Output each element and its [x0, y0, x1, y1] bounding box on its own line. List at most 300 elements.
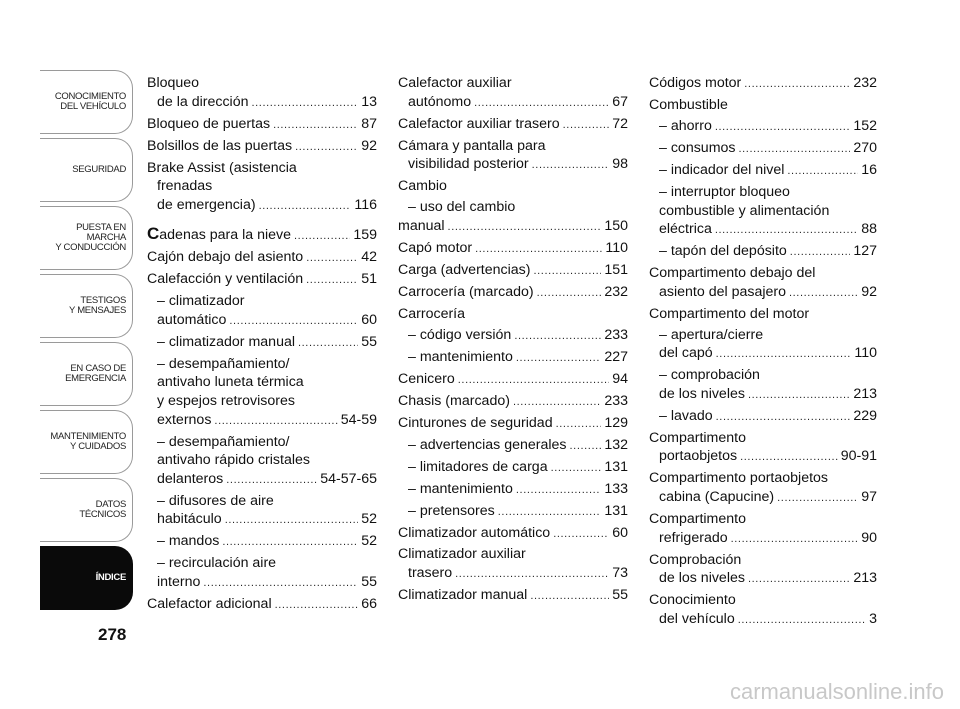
- page-ref[interactable]: 213: [853, 385, 877, 402]
- watermark: carmanualsonline.info: [729, 679, 944, 704]
- dot-leader: [740, 448, 838, 467]
- page-ref[interactable]: 98: [612, 156, 628, 173]
- dot-leader: [306, 271, 358, 290]
- index-line: [649, 569, 877, 589]
- index-term: de la dirección: [157, 93, 249, 110]
- index-term: Cámara y pantalla para: [398, 137, 546, 154]
- index-entry: [398, 436, 628, 456]
- index-entry: [649, 429, 877, 467]
- tab-puesta-en-marcha[interactable]: PUESTA EN MARCHA Y CONDUCCIÓN: [40, 206, 133, 270]
- index-line: [398, 115, 628, 135]
- index-term: Compartimento del motor: [649, 305, 810, 322]
- index-line: [147, 225, 377, 246]
- index-entry: [649, 591, 877, 629]
- dot-leader: [553, 525, 609, 544]
- index-line: [649, 529, 877, 549]
- index-column-2: [398, 74, 628, 608]
- index-line: [398, 74, 628, 93]
- index-entry: [649, 96, 877, 115]
- index-term: – interruptor bloqueo: [659, 183, 790, 200]
- index-term: – lavado: [659, 407, 713, 424]
- index-line: [649, 610, 877, 630]
- index-line: [398, 458, 628, 478]
- page-ref[interactable]: 60: [361, 311, 377, 328]
- index-entry: [649, 264, 877, 302]
- index-entry: [147, 554, 377, 592]
- index-line: [649, 510, 877, 529]
- index-line: [649, 117, 877, 137]
- index-entry: [147, 248, 377, 268]
- index-line: [147, 74, 377, 93]
- index-term: – climatizador manual: [157, 333, 295, 350]
- index-line: [649, 591, 877, 610]
- page-ref[interactable]: 131: [604, 458, 628, 475]
- index-entry: [147, 433, 377, 490]
- index-entry: [398, 74, 628, 112]
- dot-leader: [715, 221, 858, 240]
- page-ref[interactable]: 129: [604, 414, 628, 431]
- index-entry: [649, 242, 877, 262]
- index-entry: [147, 292, 377, 330]
- index-entry: [147, 159, 377, 216]
- index-entry: [398, 137, 628, 175]
- index-line: [147, 595, 377, 615]
- index-term: eléctrica: [659, 221, 712, 238]
- page-ref[interactable]: 227: [604, 348, 628, 365]
- index-term: de los niveles: [659, 385, 745, 402]
- index-entry: [398, 326, 628, 346]
- page-ref[interactable]: 232: [853, 75, 877, 91]
- index-term: de los niveles: [659, 570, 745, 587]
- index-term: Climatizador auxiliar: [398, 546, 526, 563]
- dot-leader: [298, 334, 358, 353]
- dot-leader: [458, 371, 609, 390]
- index-line: [147, 115, 377, 135]
- index-entry: [147, 137, 377, 157]
- index-term: Bloqueo: [147, 75, 200, 91]
- page-ref[interactable]: 66: [361, 595, 377, 612]
- index-term: Compartimento portaobjetos: [649, 470, 829, 487]
- index-entry: [147, 270, 377, 290]
- dot-leader: [738, 611, 866, 630]
- index-line: [147, 270, 377, 290]
- page-ref[interactable]: 88: [861, 221, 877, 238]
- page-ref[interactable]: 110: [605, 239, 628, 256]
- index-line: [649, 220, 877, 240]
- index-entry: [649, 183, 877, 240]
- index-line: [147, 392, 377, 411]
- tab-conocimiento[interactable]: CONOCIMIENTO DEL VEHÍCULO: [40, 70, 133, 134]
- index-term: Conocimiento: [649, 592, 736, 609]
- page-ref[interactable]: 54-59: [340, 411, 377, 428]
- index-term: – recirculación aire: [157, 555, 277, 572]
- index-term: Compartimento: [649, 510, 746, 527]
- index-term: Capó motor: [398, 239, 473, 256]
- page-ref[interactable]: 87: [361, 115, 377, 132]
- index-line: [649, 96, 877, 115]
- tab-mantenimiento[interactable]: MANTENIMIENTO Y CUIDADOS: [40, 410, 133, 474]
- dot-leader: [475, 240, 602, 259]
- index-term: delanteros: [157, 470, 224, 487]
- index-term: portaobjetos: [659, 448, 738, 465]
- index-entry: [398, 586, 628, 606]
- index-term: – indicador del nivel: [659, 161, 785, 178]
- index-line: [147, 433, 377, 452]
- index-line: [147, 492, 377, 511]
- index-line: [398, 261, 628, 281]
- index-entry: [398, 198, 628, 236]
- index-entry: [398, 239, 628, 259]
- index-entry: [398, 177, 628, 196]
- index-entry: [649, 161, 877, 181]
- index-term: Cambio: [398, 178, 447, 195]
- index-term: Cajón debajo del asiento: [147, 249, 304, 266]
- index-entry: [398, 502, 628, 522]
- index-term: – apertura/cierre: [659, 326, 764, 343]
- index-term: antivaho rápido cristales: [157, 452, 310, 469]
- index-term: – limitadores de carga: [408, 458, 548, 475]
- index-line: [649, 407, 877, 427]
- dot-leader: [225, 511, 359, 530]
- dot-leader: [214, 412, 337, 431]
- page-ref[interactable]: 92: [861, 283, 877, 300]
- index-line: [398, 586, 628, 606]
- index-entry: [398, 392, 628, 412]
- dot-leader: [530, 587, 609, 606]
- index-line: [649, 326, 877, 345]
- dot-leader: [715, 118, 850, 137]
- dot-leader: [748, 570, 850, 589]
- index-line: [398, 392, 628, 412]
- index-term: automático: [157, 311, 227, 328]
- index-entry: [398, 348, 628, 368]
- index-term: de emergencia): [157, 196, 256, 213]
- index-line: [649, 74, 877, 94]
- page-ref[interactable]: 131: [604, 502, 628, 519]
- index-line: [649, 264, 877, 283]
- index-entry: [147, 492, 377, 530]
- dot-leader: [259, 197, 352, 216]
- index-line: [398, 524, 628, 544]
- index-line: [147, 355, 377, 374]
- index-term: – desempañamiento/: [157, 433, 290, 450]
- index-column-1: [147, 74, 377, 617]
- index-term: Códigos motor: [649, 75, 742, 91]
- index-term: – advertencias generales: [408, 436, 567, 453]
- dot-leader: [516, 481, 601, 500]
- dot-leader: [222, 533, 358, 552]
- index-term: habitáculo: [157, 511, 222, 528]
- index-entry: [649, 74, 877, 94]
- index-entry: [649, 117, 877, 137]
- dot-leader: [306, 249, 358, 268]
- dot-leader: [789, 284, 858, 303]
- index-term: del capó: [659, 345, 713, 362]
- index-term: externos: [157, 411, 212, 428]
- index-term: Compartimento: [649, 429, 746, 446]
- index-term: cabina (Capucine): [659, 488, 775, 505]
- index-term: – desempañamiento/: [157, 355, 290, 372]
- dot-leader: [556, 415, 602, 434]
- page-ref[interactable]: 110: [854, 345, 877, 362]
- index-entry: [147, 225, 377, 246]
- index-entry: [147, 115, 377, 135]
- index-term: – uso del cambio: [408, 199, 516, 216]
- index-term: Calefactor auxiliar: [398, 75, 512, 91]
- index-term: – mandos: [157, 533, 220, 550]
- index-line: [147, 573, 377, 593]
- dot-leader: [537, 284, 602, 303]
- dot-leader: [551, 459, 602, 478]
- dot-leader: [790, 243, 851, 262]
- index-line: [147, 470, 377, 490]
- dot-leader: [455, 565, 609, 584]
- index-line: [147, 411, 377, 431]
- dot-leader: [203, 574, 358, 593]
- index-line: [398, 348, 628, 368]
- index-term: Calefacción y ventilación: [147, 271, 304, 288]
- index-term: autónomo: [408, 93, 472, 110]
- page-ref[interactable]: 16: [861, 161, 877, 178]
- index-term: asiento del pasajero: [659, 283, 786, 300]
- page-ref[interactable]: 233: [604, 392, 628, 409]
- index-term: Chasis (marcado): [398, 392, 510, 409]
- tab-seguridad[interactable]: SEGURIDAD: [40, 138, 133, 202]
- index-term: frenadas: [157, 178, 213, 195]
- page-ref[interactable]: 54-57-65: [320, 470, 377, 487]
- page-ref[interactable]: 90: [861, 529, 877, 546]
- index-entry: [147, 74, 377, 112]
- dot-leader: [563, 116, 610, 135]
- index-line: [649, 429, 877, 448]
- page-ref[interactable]: 132: [604, 436, 628, 453]
- index-term: Climatizador automático: [398, 524, 551, 541]
- index-line: [147, 451, 377, 470]
- index-term: – difusores de aire: [157, 492, 274, 509]
- index-line: [649, 139, 877, 159]
- page-ref[interactable]: 55: [361, 573, 377, 590]
- index-term: combustible y alimentación: [659, 202, 830, 219]
- index-line: [398, 502, 628, 522]
- index-term: – climatizador: [157, 293, 245, 310]
- index-term: visibilidad posterior: [408, 156, 529, 173]
- index-line: [398, 436, 628, 456]
- index-line: [649, 161, 877, 181]
- index-term: manual: [398, 217, 445, 234]
- page-ref[interactable]: 60: [612, 524, 628, 541]
- index-entry: [649, 469, 877, 507]
- page-ref[interactable]: 51: [361, 271, 377, 288]
- page-ref[interactable]: 55: [361, 333, 377, 350]
- index-line: [398, 239, 628, 259]
- index-term-rest: adenas para la nieve: [159, 227, 292, 244]
- index-column-3: [649, 74, 877, 632]
- index-term: Carrocería (marcado): [398, 283, 534, 300]
- index-entry: [649, 305, 877, 324]
- dot-leader: [570, 437, 602, 456]
- page-ref[interactable]: 94: [612, 370, 628, 387]
- index-line: [398, 305, 628, 324]
- dot-leader: [532, 156, 610, 175]
- index-line: [649, 447, 877, 467]
- index-entry: [649, 366, 877, 404]
- index-term: Cinturones de seguridad: [398, 414, 553, 431]
- dot-leader: [513, 393, 601, 412]
- tab-emergencia[interactable]: EN CASO DE EMERGENCIA: [40, 342, 133, 406]
- page-ref[interactable]: 92: [361, 137, 377, 154]
- index-line: [147, 333, 377, 353]
- index-line: [398, 137, 628, 156]
- index-line: [398, 480, 628, 500]
- tab-datos-tecnicos[interactable]: DATOS TÉCNICOS: [40, 478, 133, 542]
- index-term: refrigerado: [659, 529, 728, 546]
- dot-leader: [744, 75, 850, 94]
- page-ref[interactable]: 116: [354, 196, 377, 213]
- index-line: [398, 93, 628, 113]
- index-line: [398, 177, 628, 196]
- index-line: [147, 177, 377, 196]
- page-ref[interactable]: 3: [869, 610, 877, 627]
- index-line: [649, 305, 877, 324]
- page-ref[interactable]: 159: [353, 227, 377, 244]
- index-line: [147, 196, 377, 216]
- index-entry: [147, 355, 377, 430]
- page-ref[interactable]: 213: [853, 570, 877, 587]
- index-line: [649, 242, 877, 262]
- index-term: Combustible: [649, 96, 728, 113]
- index-line: [398, 564, 628, 584]
- dot-leader: [739, 140, 851, 159]
- index-entry: [398, 480, 628, 500]
- index-term: Comprobación: [649, 551, 742, 568]
- page-ref[interactable]: 72: [612, 115, 628, 132]
- dot-leader: [448, 218, 602, 237]
- page-ref[interactable]: 52: [361, 511, 377, 528]
- index-line: [398, 414, 628, 434]
- index-line: [398, 545, 628, 564]
- dot-leader: [777, 489, 858, 508]
- dot-leader: [516, 349, 601, 368]
- tab-testigos[interactable]: TESTIGOS Y MENSAJES: [40, 274, 133, 338]
- page-ref[interactable]: 13: [361, 93, 377, 110]
- page-ref[interactable]: 42: [361, 249, 377, 266]
- index-term: – pretensores: [408, 502, 495, 519]
- dot-leader: [716, 345, 852, 364]
- index-term: del vehículo: [659, 610, 735, 627]
- page-ref[interactable]: 52: [361, 533, 377, 550]
- page-ref[interactable]: 229: [853, 407, 877, 424]
- index-entry: [398, 524, 628, 544]
- dot-leader: [731, 530, 859, 549]
- page-ref[interactable]: 233: [604, 326, 628, 343]
- dot-leader: [716, 408, 851, 427]
- index-entry: [649, 510, 877, 548]
- dot-leader: [514, 327, 601, 346]
- index-line: [147, 373, 377, 392]
- index-line: [398, 283, 628, 303]
- index-term: Brake Assist (asistencia: [147, 159, 297, 176]
- index-line: [649, 344, 877, 364]
- page-ref[interactable]: 55: [612, 587, 628, 604]
- dot-leader: [474, 94, 609, 113]
- index-term: Calefactor auxiliar trasero: [398, 115, 560, 132]
- index-entry: [649, 139, 877, 159]
- index-term: – comprobación: [659, 367, 760, 384]
- index-line: [398, 326, 628, 346]
- index-line: [398, 198, 628, 217]
- index-line: [147, 248, 377, 268]
- index-line: [147, 311, 377, 331]
- page-ref[interactable]: 150: [604, 217, 628, 234]
- tab-indice[interactable]: ÍNDICE: [40, 546, 133, 610]
- dot-leader: [229, 312, 358, 331]
- index-entry: [398, 458, 628, 478]
- dot-leader: [295, 138, 358, 157]
- index-line: [649, 488, 877, 508]
- index-line: [147, 532, 377, 552]
- index-term: y espejos retrovisores: [157, 393, 295, 410]
- dot-leader: [273, 116, 358, 135]
- index-term: – mantenimiento: [408, 480, 513, 497]
- dot-leader: [533, 262, 601, 281]
- page-ref[interactable]: 232: [604, 283, 628, 300]
- index-line: [649, 469, 877, 488]
- index-term: Compartimento debajo del: [649, 265, 816, 282]
- index-entry: [398, 545, 628, 583]
- dot-leader: [498, 503, 602, 522]
- page-ref[interactable]: 152: [853, 117, 877, 134]
- page-ref[interactable]: 67: [612, 93, 628, 110]
- page-ref[interactable]: 151: [604, 261, 628, 278]
- page-ref[interactable]: 73: [612, 565, 628, 582]
- index-term: Carrocería: [398, 305, 466, 322]
- index-entry: [649, 326, 877, 364]
- index-term: – código versión: [408, 326, 512, 343]
- index-entry: [147, 595, 377, 615]
- index-term: – ahorro: [659, 117, 712, 134]
- index-line: [649, 551, 877, 570]
- page-ref[interactable]: 127: [853, 243, 877, 260]
- index-line: [147, 93, 377, 113]
- index-entry: [649, 551, 877, 589]
- dot-leader: [294, 227, 350, 246]
- index-term: Bloqueo de puertas: [147, 115, 271, 132]
- index-term: Climatizador manual: [398, 587, 528, 604]
- index-line: [147, 137, 377, 157]
- index-line: [398, 370, 628, 390]
- index-line: [649, 385, 877, 405]
- index-term: trasero: [408, 565, 453, 582]
- index-line: [147, 292, 377, 311]
- index-term: [147, 225, 291, 245]
- page-ref[interactable]: 97: [861, 488, 877, 505]
- dot-leader: [275, 596, 359, 615]
- page-ref[interactable]: 133: [604, 480, 628, 497]
- index-line: [398, 155, 628, 175]
- index-line: [649, 183, 877, 202]
- page-ref[interactable]: 90-91: [840, 448, 877, 465]
- index-entry: [147, 532, 377, 552]
- page-ref[interactable]: 270: [853, 139, 877, 156]
- index-term: interno: [157, 573, 201, 590]
- index-entry: [398, 305, 628, 324]
- index-term: – mantenimiento: [408, 348, 513, 365]
- index-line: [398, 217, 628, 237]
- dot-leader: [226, 471, 317, 490]
- index-term: Carga (advertencias): [398, 261, 531, 278]
- dot-leader: [748, 386, 850, 405]
- chapter-tabs: [40, 70, 133, 614]
